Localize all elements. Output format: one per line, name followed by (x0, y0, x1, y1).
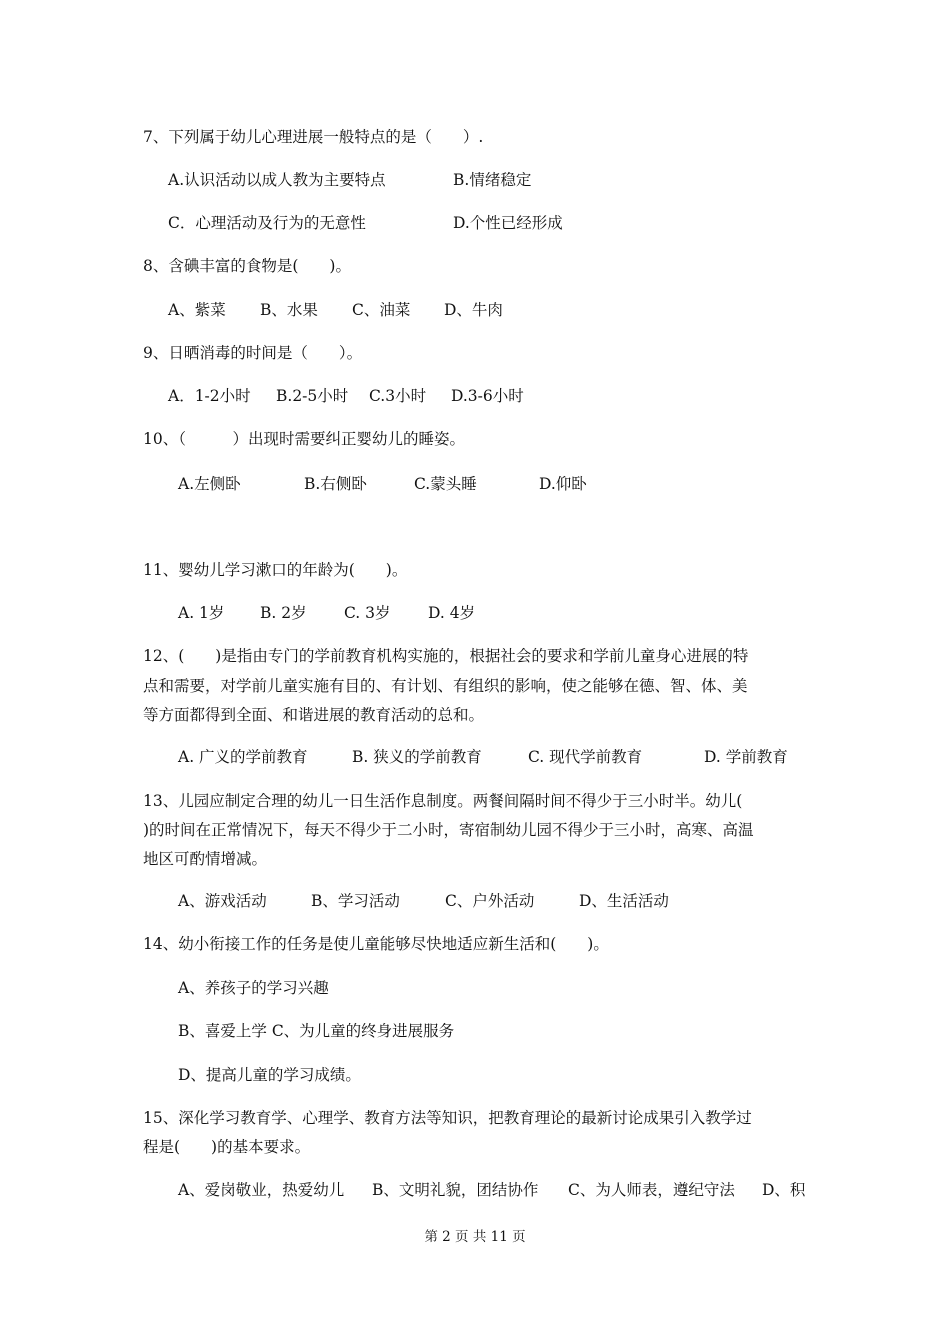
question-8-option-c: C、油菜 (352, 301, 411, 319)
question-8-option-a: A、紫菜 (168, 301, 226, 319)
page-number-footer: 第 2 页 共 11 页 (424, 1229, 526, 1245)
question-14-stem: 14、幼小衔接工作的任务是使儿童能够尽快地适应新生活和( )。 (143, 935, 609, 953)
question-7-option-c: C．心理活动及行为的无意性 (168, 214, 366, 232)
question-9-stem: 9、日晒消毒的时间是（ ）。 (143, 344, 363, 362)
question-7-option-b: B.情绪稳定 (453, 171, 532, 189)
question-7-option-a: A.认识活动以成人教为主要特点 (168, 171, 386, 189)
question-13-option-c: C、户外活动 (445, 892, 535, 910)
question-15-stem-line-1: 15、深化学习教育学、心理学、教育方法等知识，把教育理论的最新讨论成果引入教学过 (143, 1109, 752, 1127)
question-10-stem: 10、（ ）出现时需要纠正婴幼儿的睡姿。 (143, 430, 465, 448)
question-10-option-c: C.蒙头睡 (414, 475, 477, 493)
question-7-stem: 7、下列属于幼儿心理进展一般特点的是（ ）. (143, 128, 484, 146)
question-12-option-a: A. 广义的学前教育 (178, 748, 308, 766)
question-15-option-b: B、文明礼貌，团结协作 (372, 1181, 539, 1199)
question-14-option-d: D、提高儿童的学习成绩。 (178, 1066, 361, 1084)
question-15-option-d: D、积 (762, 1181, 806, 1199)
question-8-option-b: B、水果 (260, 301, 318, 319)
question-8-stem: 8、含碘丰富的食物是( )。 (143, 257, 351, 275)
question-11-option-a: A. 1岁 (178, 604, 225, 622)
question-12-option-d: D. 学前教育 (704, 748, 788, 766)
question-14-option-a: A、养孩子的学习兴趣 (178, 979, 329, 997)
question-12-stem-line-2: 点和需要，对学前儿童实施有目的、有计划、有组织的影响，使之能够在德、智、体、美 (143, 677, 748, 695)
question-15-option-a: A、爱岗敬业，热爱幼儿 (178, 1181, 345, 1199)
question-12-option-b: B. 狭义的学前教育 (352, 748, 482, 766)
question-11-stem: 11、婴幼儿学习漱口的年龄为( )。 (143, 561, 408, 579)
question-15-stem-line-2: 程是( )的基本要求。 (143, 1138, 311, 1156)
question-13-stem-line-1: 13、儿园应制定合理的幼儿一日生活作息制度。两餐间隔时间不得少于三小时半。幼儿( (143, 792, 743, 810)
question-15-option-c: C、为人师表，遵纪守法 (568, 1181, 735, 1199)
question-8-option-d: D、牛肉 (444, 301, 503, 319)
question-13-option-b: B、学习活动 (311, 892, 400, 910)
question-11-option-d: D. 4岁 (428, 604, 476, 622)
question-9-option-a: A．1-2小时 (168, 387, 251, 405)
question-13-option-a: A、游戏活动 (178, 892, 267, 910)
question-13-stem-line-2: )的时间在正常情况下，每天不得少于二小时，寄宿制幼儿园不得少于三小时，高寒、高温 (143, 821, 754, 839)
question-9-option-b: B.2-5小时 (276, 387, 349, 405)
question-12-stem-line-1: 12、( )是指由专门的学前教育机构实施的，根据社会的要求和学前儿童身心进展的特 (143, 647, 749, 665)
question-9-option-c: C.3小时 (369, 387, 427, 405)
question-10-option-d: D.仰卧 (539, 475, 587, 493)
question-11-option-c: C. 3岁 (344, 604, 391, 622)
question-10-option-b: B.右侧卧 (304, 475, 367, 493)
question-7-option-d: D.个性已经形成 (453, 214, 563, 232)
question-9-option-d: D.3-6小时 (451, 387, 524, 405)
question-14-option-bc: B、喜爱上学 C、为儿童的终身进展服务 (178, 1022, 455, 1040)
question-11-option-b: B. 2岁 (260, 604, 307, 622)
question-10-option-a: A.左侧卧 (178, 475, 241, 493)
question-13-stem-line-3: 地区可酌情增减。 (143, 850, 268, 868)
question-12-option-c: C. 现代学前教育 (528, 748, 643, 766)
question-12-stem-line-3: 等方面都得到全面、和谐进展的教育活动的总和。 (143, 706, 485, 724)
question-13-option-d: D、生活活动 (579, 892, 669, 910)
